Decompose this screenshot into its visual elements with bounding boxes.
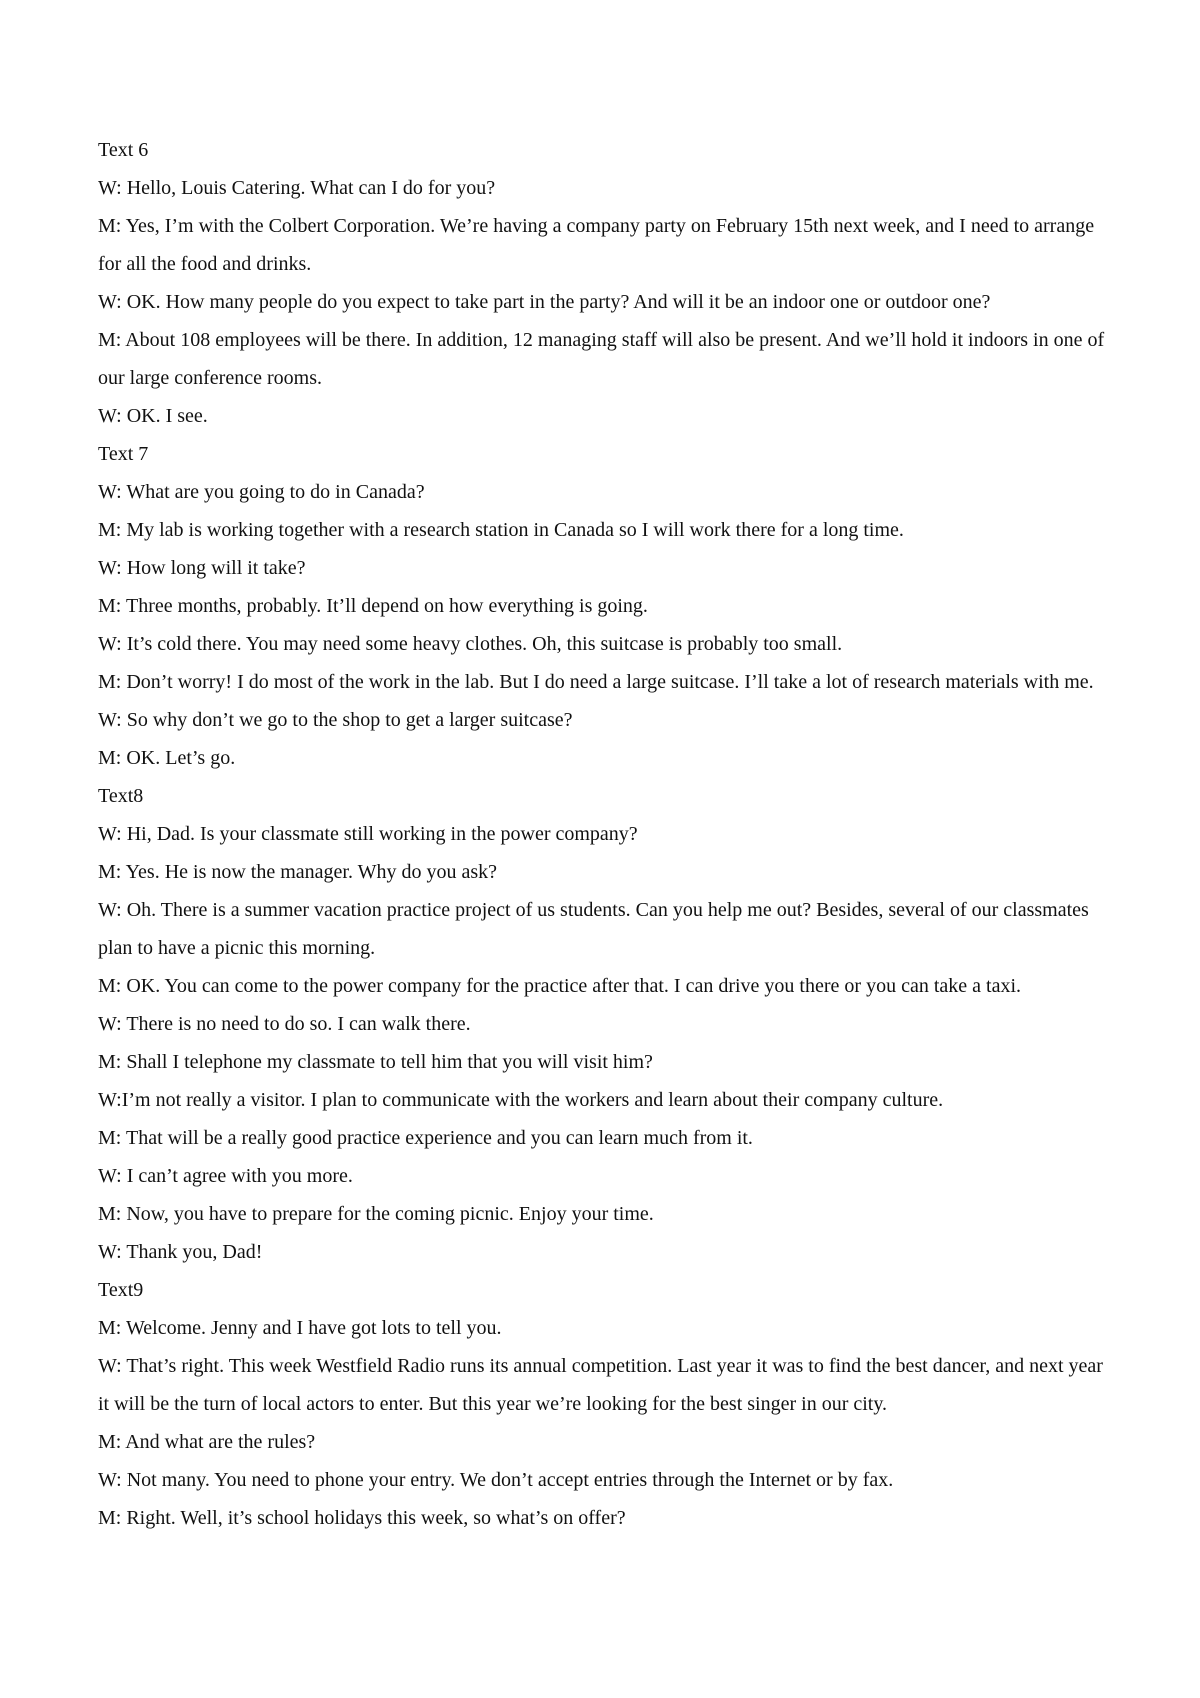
section-heading-text-9: Text9 <box>98 1279 144 1301</box>
dialogue-line: W: How long will it take? <box>98 557 306 579</box>
dialogue-line: W: I can’t agree with you more. <box>98 1165 353 1187</box>
section-heading-text-8: Text8 <box>98 785 144 807</box>
dialogue-line: M: That will be a really good practice experience and you can learn much from it. <box>98 1127 753 1149</box>
dialogue-line: W: Oh. There is a summer vacation practice project of us students. Can you help me out? Besides, several of our classmates plan to have a picnic this morning. <box>98 899 1089 959</box>
dialogue-line: M: OK. You can come to the power company for the practice after that. I can drive you there or you can take a taxi. <box>98 975 1021 997</box>
dialogue-line: W: So why don’t we go to the shop to get a larger suitcase? <box>98 709 573 731</box>
dialogue-line: M: My lab is working together with a research station in Canada so I will work there for a long time. <box>98 519 904 541</box>
dialogue-line: M: Right. Well, it’s school holidays this week, so what’s on offer? <box>98 1507 626 1529</box>
dialogue-line: W: Hello, Louis Catering. What can I do for you? <box>98 177 496 199</box>
dialogue-line: M: And what are the rules? <box>98 1431 316 1453</box>
dialogue-line: M: Three months, probably. It’ll depend on how everything is going. <box>98 595 648 617</box>
dialogue-line: M: Yes, I’m with the Colbert Corporation. We’re having a company party on February 15th next week, and I need to arrange for all the food and drinks. <box>98 215 1095 275</box>
dialogue-line: W: It’s cold there. You may need some heavy clothes. Oh, this suitcase is probably too small. <box>98 633 843 655</box>
dialogue-line: W: Thank you, Dad! <box>98 1241 263 1263</box>
dialogue-line: M: About 108 employees will be there. In addition, 12 managing staff will also be present. And we’ll hold it indoors in one of our large conference rooms. <box>98 329 1105 389</box>
dialogue-line: W: There is no need to do so. I can walk there. <box>98 1013 471 1035</box>
dialogue-line: M: Welcome. Jenny and I have got lots to tell you. <box>98 1317 502 1339</box>
dialogue-line: W: OK. How many people do you expect to take part in the party? And will it be an indoor one or outdoor one? <box>98 291 991 313</box>
dialogue-line: M: Now, you have to prepare for the coming picnic. Enjoy your time. <box>98 1203 654 1225</box>
dialogue-line: W:I’m not really a visitor. I plan to communicate with the workers and learn about their company culture. <box>98 1089 944 1111</box>
dialogue-line: M: Shall I telephone my classmate to tell him that you will visit him? <box>98 1051 653 1073</box>
dialogue-line: W: That’s right. This week Westfield Radio runs its annual competition. Last year it was to find the best dancer, and next year it will be the turn of local actors to enter. But this year we’re looking for the best singer in our city. <box>98 1355 1103 1415</box>
dialogue-line: M: Yes. He is now the manager. Why do you ask? <box>98 861 498 883</box>
dialogue-line: W: OK. I see. <box>98 405 208 427</box>
dialogue-line: W: What are you going to do in Canada? <box>98 481 425 503</box>
dialogue-line: W: Hi, Dad. Is your classmate still working in the power company? <box>98 823 638 845</box>
transcript-page <box>98 131 1118 1537</box>
dialogue-line: M: OK. Let’s go. <box>98 747 236 769</box>
section-heading-text-6: Text 6 <box>98 139 149 161</box>
dialogue-line: W: Not many. You need to phone your entry. We don’t accept entries through the Internet or by fax. <box>98 1469 894 1491</box>
section-heading-text-7: Text 7 <box>98 443 149 465</box>
dialogue-line: M: Don’t worry! I do most of the work in the lab. But I do need a large suitcase. I’ll take a lot of research materials with me. <box>98 671 1094 693</box>
